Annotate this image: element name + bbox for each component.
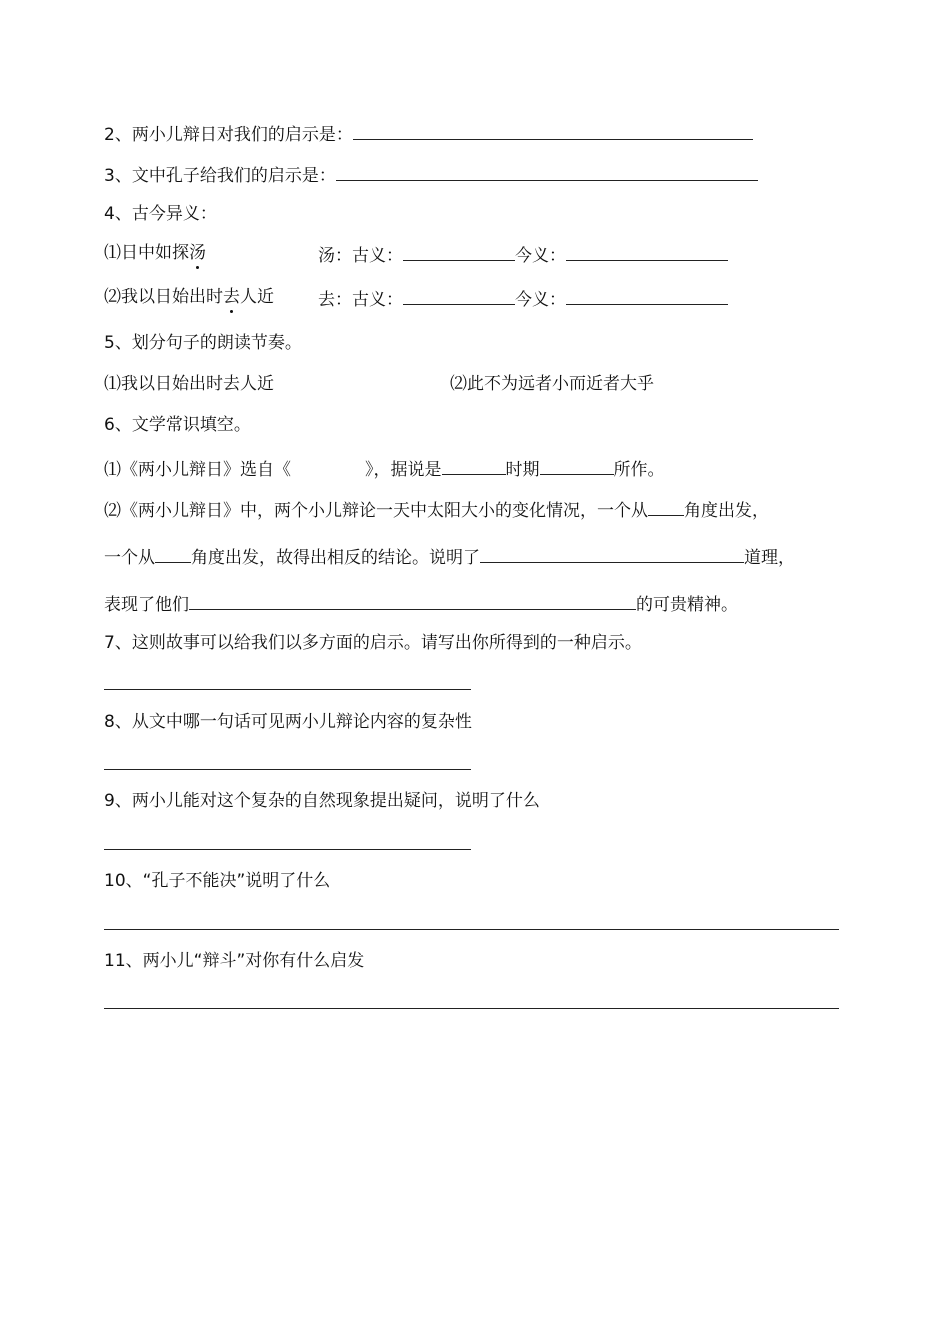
item-text: 》，据说是 — [365, 460, 442, 480]
item-text: 角度出发，故得出相反的结论。说明了 — [191, 548, 480, 568]
question-11: 11、两小儿“辩斗”对你有什么启发 — [104, 951, 365, 971]
question-5-item-1: ⑴我以日始出时去人近 — [104, 374, 274, 394]
question-6-item-2-line-3 — [104, 591, 738, 616]
emphasized-char: 汤 — [189, 243, 206, 263]
item-text-suffix: 人近 — [240, 287, 274, 307]
question-2-text: 2、两小儿辩日对我们的启示是： — [104, 125, 353, 145]
angle-blank-1[interactable] — [648, 497, 684, 516]
spirit-blank[interactable] — [189, 591, 636, 610]
item-text: 道理， — [744, 548, 795, 568]
question-6-title: 6、文学常识填空。 — [104, 415, 251, 435]
question-8: 8、从文中哪一句话可见两小儿辩论内容的复杂性 — [104, 712, 472, 732]
question-4-item-1 — [104, 242, 206, 264]
answer-line-7[interactable] — [104, 689, 471, 690]
question-6-item-2 — [104, 497, 769, 522]
modern-meaning-blank[interactable] — [566, 242, 728, 261]
item-text: 的可贵精神。 — [636, 595, 738, 615]
question-5-title: 5、划分句子的朗读节奏。 — [104, 333, 302, 353]
modern-meaning-label: 今义： — [515, 246, 566, 266]
modern-meaning-blank[interactable] — [566, 286, 728, 305]
author-name-blank[interactable] — [540, 456, 614, 475]
answer-line-11[interactable] — [104, 1008, 839, 1009]
question-3 — [104, 162, 758, 187]
question-7: 7、这则故事可以给我们以多方面的启示。请写出你所得到的一种启示。 — [104, 633, 642, 653]
ancient-meaning-blank[interactable] — [403, 242, 515, 261]
ancient-meaning-label: 汤：古义： — [318, 246, 403, 266]
question-6-item-1 — [104, 456, 665, 481]
question-4-item-1-answers — [318, 242, 728, 267]
question-9: 9、两小儿能对这个复杂的自然现象提出疑问，说明了什么 — [104, 791, 540, 811]
answer-blank[interactable] — [353, 121, 753, 140]
angle-blank-2[interactable] — [155, 544, 191, 563]
item-text: 时期 — [505, 460, 540, 480]
question-3-text: 3、文中孔子给我们的启示是： — [104, 166, 336, 186]
modern-meaning-label: 今义： — [515, 290, 566, 310]
question-2 — [104, 121, 753, 146]
answer-line-8[interactable] — [104, 769, 471, 770]
ancient-meaning-label: 去：古义： — [318, 290, 403, 310]
item-text: ⑵我以日始出时 — [104, 287, 223, 307]
item-text: 所作。 — [613, 460, 665, 480]
question-5-item-2: ⑵此不为远者小而近者大乎 — [450, 374, 654, 394]
answer-blank[interactable] — [336, 162, 758, 181]
answer-line-9[interactable] — [104, 849, 471, 850]
question-4-item-2 — [104, 286, 274, 308]
answer-line-10[interactable] — [104, 929, 839, 930]
question-6-item-2-line-2 — [104, 544, 795, 569]
author-era-blank[interactable] — [442, 456, 506, 475]
item-text: 角度出发， — [684, 501, 769, 521]
question-10: 10、“孔子不能决”说明了什么 — [104, 871, 331, 891]
item-text: ⑴《两小儿辩日》选自《 — [104, 460, 291, 480]
item-text: ⑵《两小儿辩日》中，两个小儿辩论一天中太阳大小的变化情况，一个从 — [104, 501, 648, 521]
reason-blank[interactable] — [480, 544, 744, 563]
item-text: ⑴日中如探 — [104, 243, 189, 263]
item-text: 表现了他们 — [104, 595, 189, 615]
question-4-item-2-answers — [318, 286, 728, 311]
ancient-meaning-blank[interactable] — [403, 286, 515, 305]
item-text: 一个从 — [104, 548, 155, 568]
emphasized-char: 去 — [223, 287, 240, 307]
question-4-title: 4、古今异义： — [104, 204, 217, 224]
